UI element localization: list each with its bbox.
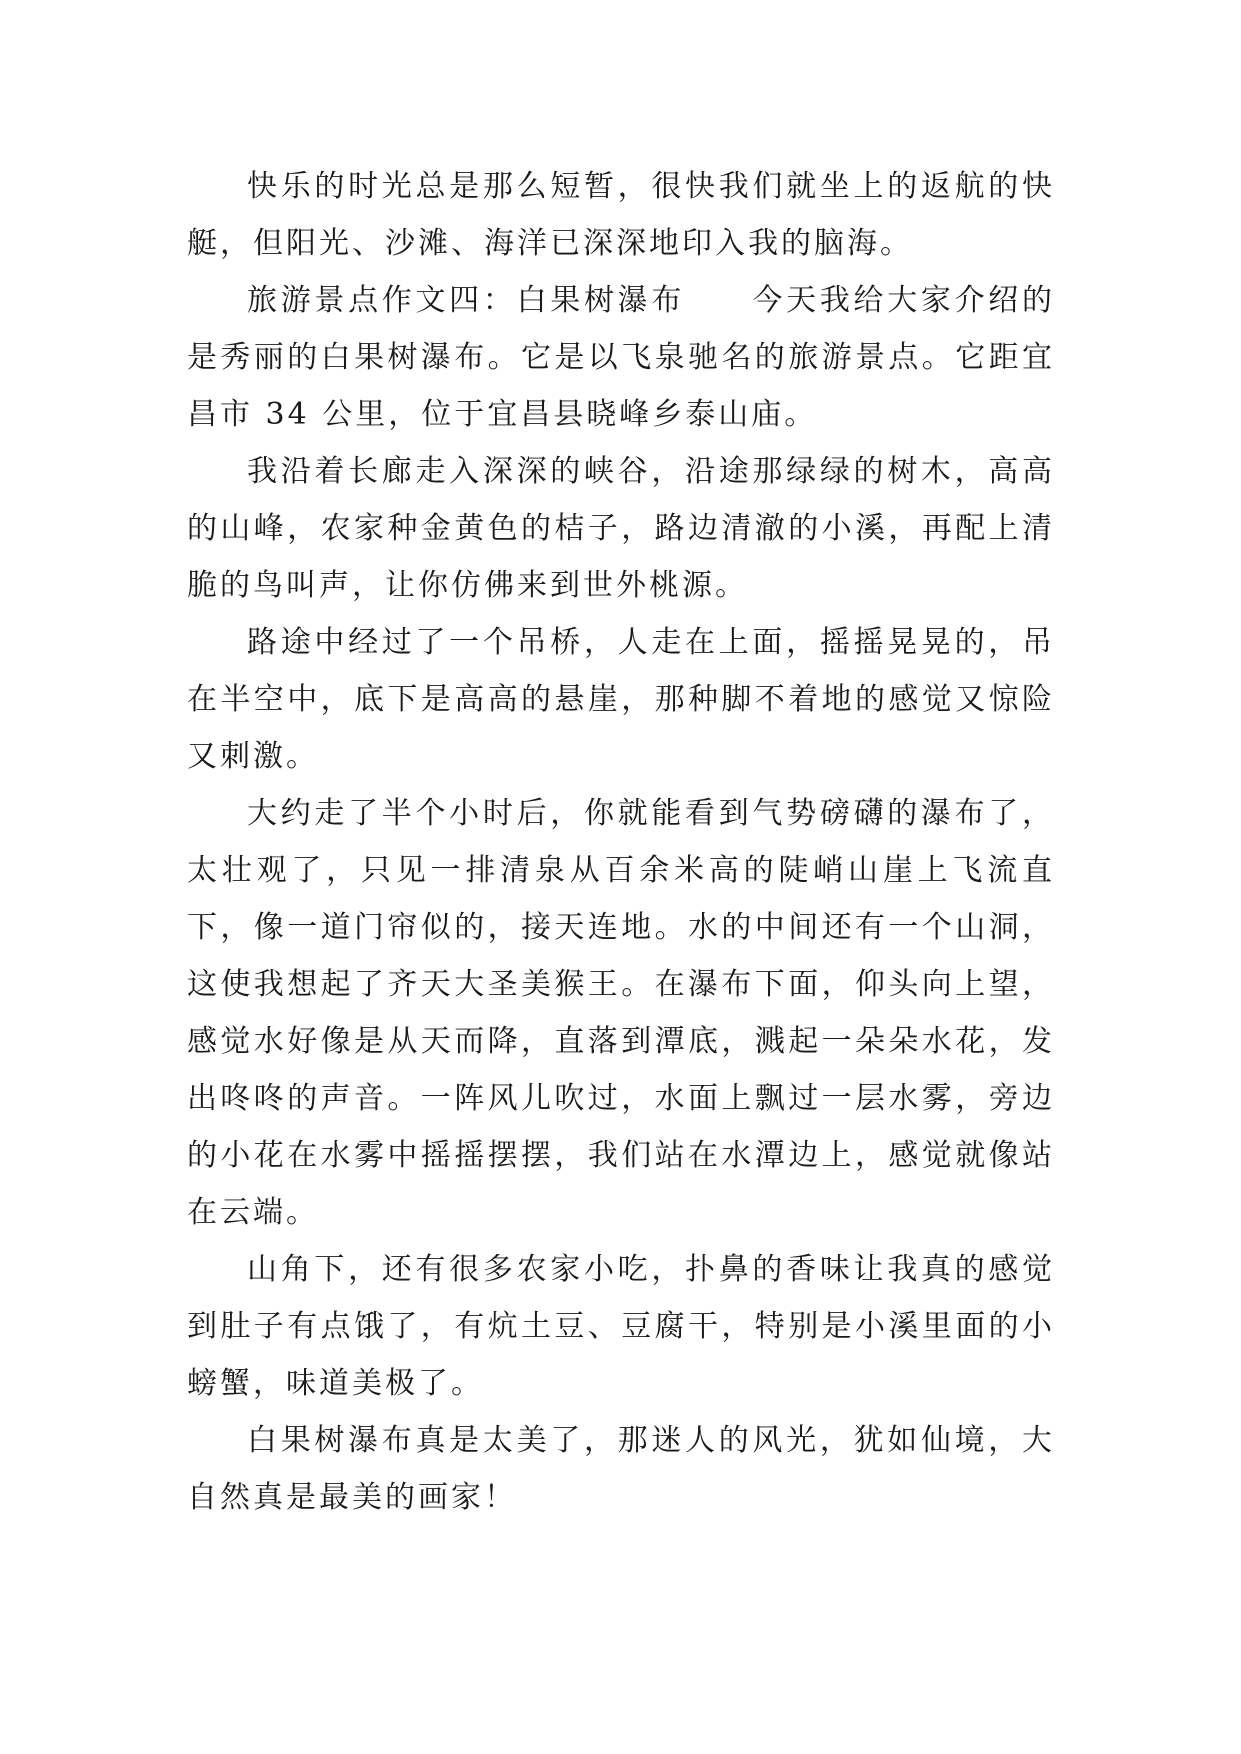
paragraph-7: 白果树瀑布真是太美了，那迷人的风光，犹如仙境，大自然真是最美的画家！ [187,1423,1055,1515]
paragraph-3: 我沿着长廊走入深深的峡谷，沿途那绿绿的树木，高高的山峰，农家种金黄色的桔子，路边清澈的小溪，再配上清脆的鸟叫声，让你仿佛来到世外桃源。 [187,454,1055,603]
paragraph-1: 快乐的时光总是那么短暂，很快我们就坐上的返航的快艇，但阳光、沙滩、海洋已深深地印入我的脑海。 [187,169,1055,261]
paragraph-5: 大约走了半个小时后，你就能看到气势磅礴的瀑布了，太壮观了，只见一排清泉从百余米高的陡峭山崖上飞流直下，像一道门帘似的，接天连地。水的中间还有一个山洞，这使我想起了齐天大圣美猴王。在瀑布下面，仰头向上望，感觉水好像是从天而降，直落到潭底，溅起一朵朵水花，发出咚咚的声音。一阵风儿吹过，水面上飘过一层水雾，旁边的小花在水雾中摇摇摆摆，我们站在水潭边上，感觉就像站在云端。 [187,796,1055,1230]
paragraph-2: 旅游景点作文四：白果树瀑布 今天我给大家介绍的是秀丽的白果树瀑布。它是以飞泉驰名的旅游景点。它距宜昌市 34 公里，位于宜昌县晓峰乡泰山庙。 [187,283,1055,432]
paragraph-6: 山角下，还有很多农家小吃，扑鼻的香味让我真的感觉到肚子有点饿了，有炕土豆、豆腐干，特别是小溪里面的小螃蟹，味道美极了。 [187,1252,1055,1401]
paragraph-4: 路途中经过了一个吊桥，人走在上面，摇摇晃晃的，吊在半空中，底下是高高的悬崖，那种脚不着地的感觉又惊险又刺激。 [187,625,1055,774]
article-body [187,158,1055,1526]
